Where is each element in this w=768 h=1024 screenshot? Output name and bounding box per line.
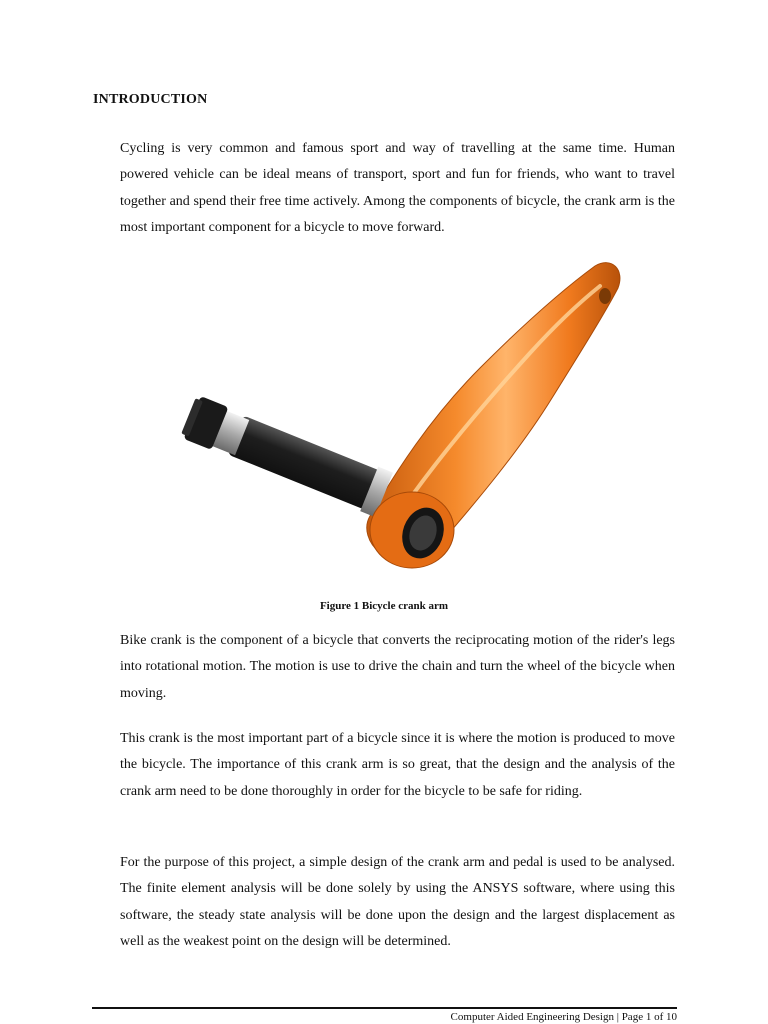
paragraph-intro: Cycling is very common and famous sport and way of travelling at the same time. Human powered vehicle can be ideal means of transport, sport and fun for friends, who want to travel together and spend their free time actively. Among the components of bicycle, the crank arm is the most important component for a bicycle to move forward.	[120, 141, 675, 236]
crank-arm-illustration	[180, 258, 640, 588]
page-footer: Computer Aided Engineering Design | Page 1 of 10	[450, 1011, 677, 1023]
figure-caption: Figure 1 Bicycle crank arm	[319, 600, 449, 612]
paragraph-bike-crank: Bike crank is the component of a bicycle that converts the reciprocating motion of the rider's legs into rotational motion. The motion is use to drive the chain and turn the wheel of the bicycle when moving.	[120, 633, 675, 701]
crank-arm-figure	[180, 258, 640, 588]
paragraph-purpose: For the purpose of this project, a simple design of the crank arm and pedal is used to be analysed. The finite element analysis will be done solely by using the ANSYS software, where using this software, the steady state analysis will be done upon the design and the largest displacement as well as the weakest point on the design will be determined.	[120, 855, 675, 950]
spindle	[180, 394, 393, 518]
paragraph-importance: This crank is the most important part of a bicycle since it is where the motion is produced to move the bicycle. The importance of this crank arm is so great, that the design and the analysis of the crank arm need to be done thoroughly in order for the bicycle to be safe for riding.	[120, 731, 675, 799]
footer-divider	[92, 1007, 677, 1009]
pedal-hole	[599, 288, 611, 304]
section-heading: INTRODUCTION	[93, 92, 208, 107]
